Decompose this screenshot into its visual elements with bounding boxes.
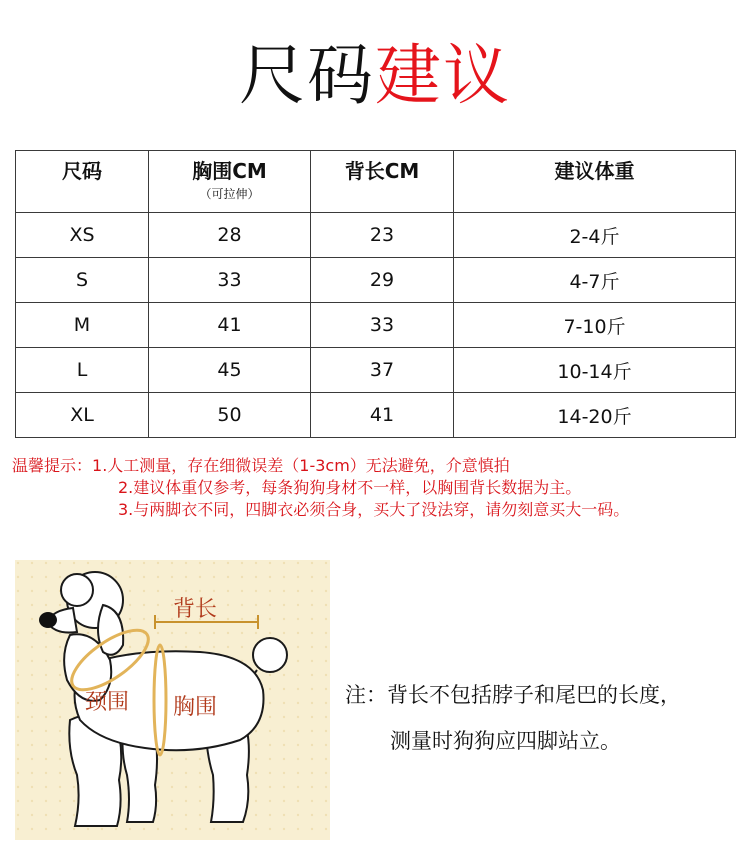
header-weight: 建议体重 [454,151,736,213]
table-row [16,303,736,348]
back-length-label: 背长 [173,597,218,622]
title-part-size: 尺码 [239,37,375,114]
cell-chest: 45 [149,348,311,393]
chest-girth-label: 胸围 [173,695,218,720]
note-line-2: 测量时狗狗应四脚站立。 [390,729,621,753]
cell-size: L [16,348,149,393]
header-back: 背长CM [311,151,454,213]
tips-block [12,455,747,521]
cell-weight: 2-4斤 [454,213,736,258]
table-row [16,258,736,303]
cell-chest: 28 [149,213,311,258]
header-size: 尺码 [16,151,149,213]
table-row [16,393,736,438]
note-line-1: 注：背长不包括脖子和尾巴的长度， [345,683,681,707]
cell-weight: 7-10斤 [454,303,736,348]
size-table [15,150,736,438]
header-chest [149,151,311,213]
cell-back: 23 [311,213,454,258]
cell-size: XS [16,213,149,258]
header-chest-note: （可拉伸） [199,187,260,201]
cell-size: M [16,303,149,348]
header-chest-label: 胸围CM [192,159,267,183]
cell-weight: 4-7斤 [454,258,736,303]
table-row [16,213,736,258]
tips-prefix: 温馨提示： [12,456,93,475]
cell-back: 41 [311,393,454,438]
cell-weight: 14-20斤 [454,393,736,438]
tip-line-1 [12,455,747,477]
cell-back: 37 [311,348,454,393]
tip-line-2: 2.建议体重仅参考，每条狗狗身材不一样，以胸围背长数据为主。 [118,478,582,497]
cell-back: 29 [311,258,454,303]
tip-line-3: 3.与两脚衣不同，四脚衣必须合身，买大了没法穿，请勿刻意买大一码。 [118,500,630,519]
measure-note [345,672,681,764]
neck-girth-label: 颈围 [85,690,130,715]
table-row [16,348,736,393]
dog-measure-diagram [15,560,330,840]
cell-weight: 10-14斤 [454,348,736,393]
title-part-suggestion: 建议 [375,37,511,114]
table-header-row [16,151,736,213]
tip-text-1: 1.人工测量，存在细微误差（1-3cm）无法避免，介意慎拍 [92,456,510,475]
cell-size: S [16,258,149,303]
cell-back: 33 [311,303,454,348]
cell-chest: 41 [149,303,311,348]
cell-size: XL [16,393,149,438]
cell-chest: 33 [149,258,311,303]
page-title [0,36,750,116]
cell-chest: 50 [149,393,311,438]
